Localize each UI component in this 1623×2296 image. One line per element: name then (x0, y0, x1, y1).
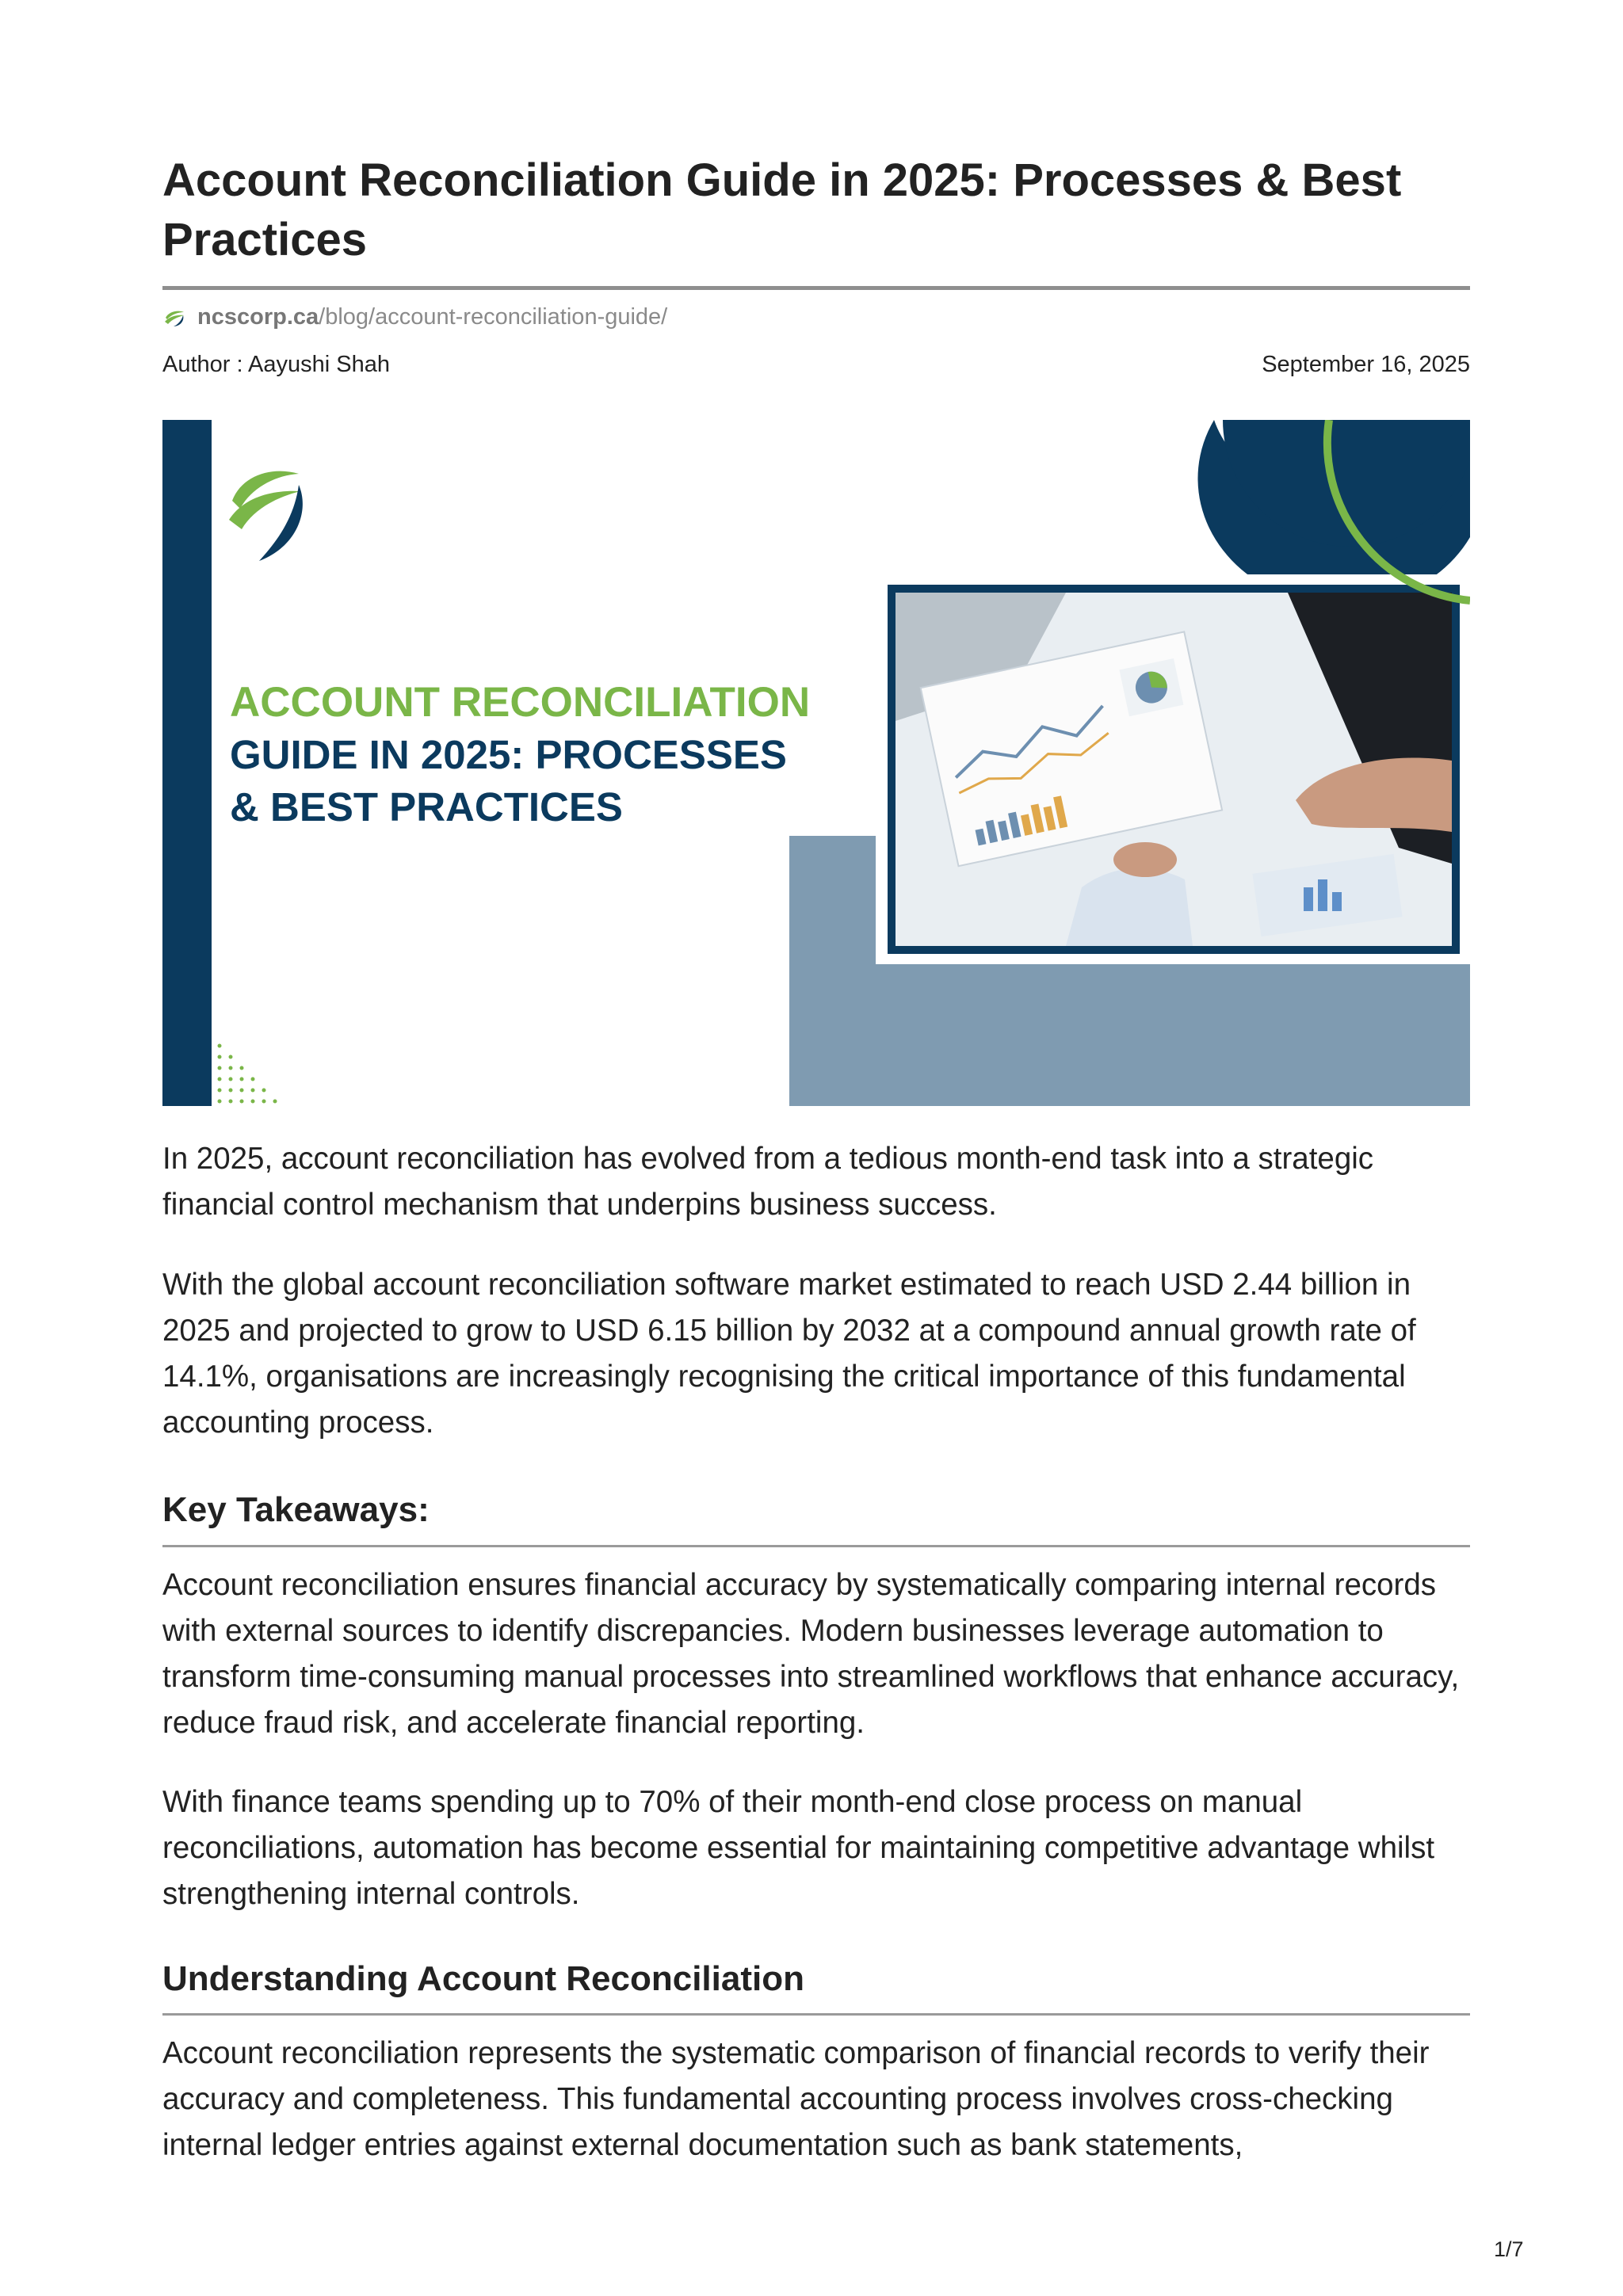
source-domain: ncscorp.ca (197, 303, 319, 330)
section-divider (162, 1545, 1470, 1547)
hero-dot-pattern (218, 1044, 277, 1104)
understanding-paragraph-1: Account reconciliation represents the systematic comparison of financial records to verify their accuracy and completeness. This fundamental accounting process involves cross-checking internal ledger entries against external documentation such as bank statements, (162, 2036, 1430, 2162)
title-divider (162, 286, 1470, 290)
hero-logo-icon (229, 471, 303, 561)
takeaways-paragraph-2: With finance teams spending up to 70% of their month-end close process on manual reconciliations, automation has become essential for maintaining competitive advantage whilst strengthening internal controls. (162, 1785, 1435, 1911)
hero-graphic (162, 420, 1470, 1106)
hero-image (162, 420, 1470, 1106)
intro-paragraph-2: With the global account reconciliation software market estimated to reach USD 2.44 billion in 2025 and projected to grow to USD 6.15 billion by 2032 at a compound annual growth rate of 14.1%, organisations are increasingly recognising the critical importance of this fundamental accounting process. (162, 1268, 1416, 1440)
article-title: Account Reconciliation Guide in 2025: Processes & Best Practices (162, 154, 1402, 265)
hero-headline-line-2: GUIDE IN 2025: PROCESSES (230, 732, 787, 777)
takeaways-paragraph-1: Account reconciliation ensures financial accuracy by systematically comparing internal records with external sources to identify discrepancies. Modern businesses leverage automation to transform time-consuming manual processes into streamlined workflows that enhance accuracy, reduce fraud risk, and accelerate financial reporting. (162, 1568, 1460, 1740)
intro-paragraph-1: In 2025, account reconciliation has evolved from a tedious month-end task into a strategic financial control mechanism that underpins business success. (162, 1142, 1374, 1222)
hero-left-bar (162, 420, 212, 1106)
source-path: /blog/account-reconciliation-guide/ (319, 303, 668, 330)
article-meta (162, 352, 1470, 378)
publish-date: September 16, 2025 (1262, 352, 1470, 377)
site-favicon-icon (162, 305, 186, 329)
source-url[interactable] (162, 301, 667, 333)
author-line: Author : Aayushi Shah (162, 352, 390, 377)
heading-key-takeaways: Key Takeaways: (162, 1490, 430, 1529)
hero-headline-line-1: ACCOUNT RECONCILIATION (230, 679, 811, 726)
page-number: 1/7 (1494, 2237, 1524, 2261)
section-divider (162, 2013, 1470, 2016)
heading-understanding: Understanding Account Reconciliation (162, 1959, 804, 1998)
hero-headline-line-3: & BEST PRACTICES (230, 784, 623, 830)
